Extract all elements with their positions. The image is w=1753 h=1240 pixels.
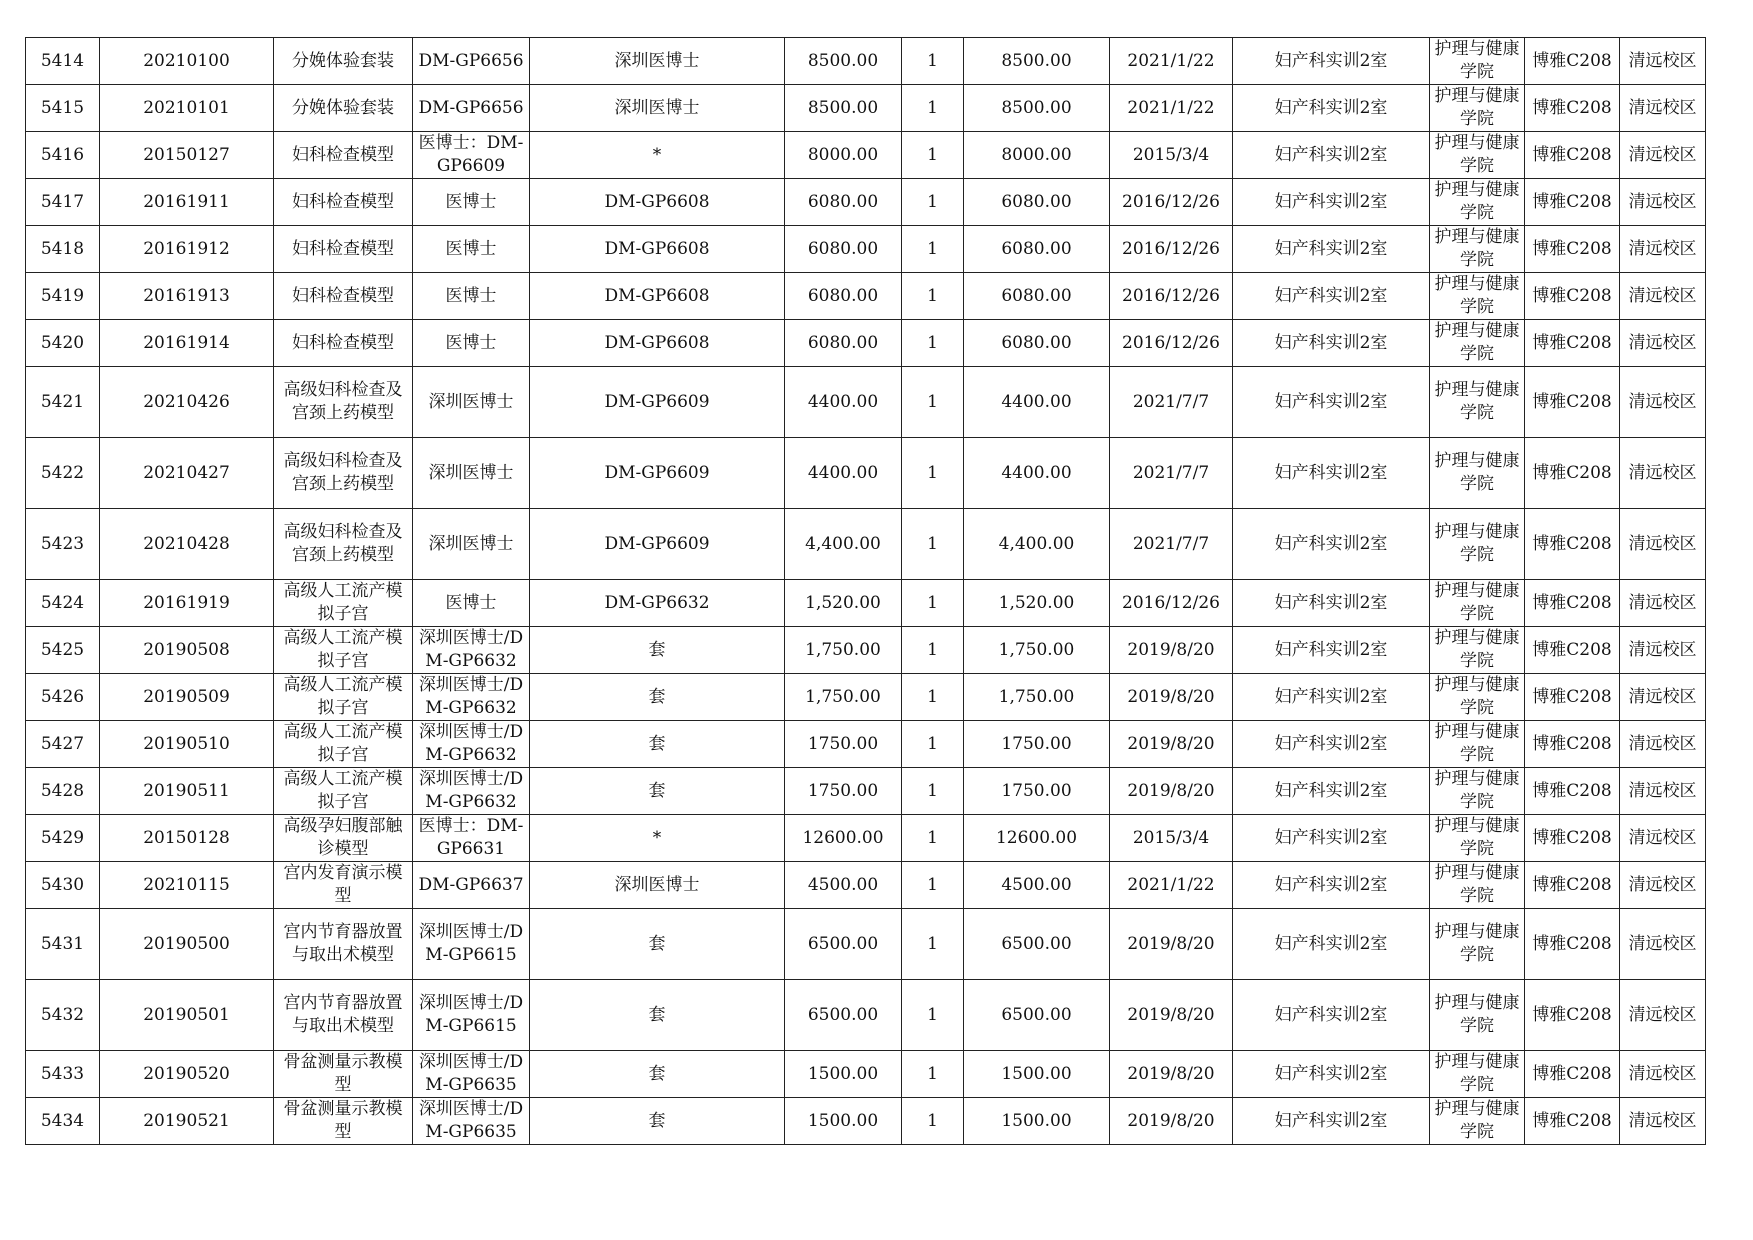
brand-model-cell: 深圳医博士/DM-GP6635 <box>413 1051 530 1098</box>
spec-cell: DM-GP6608 <box>530 226 785 273</box>
location-cell: 妇产科实训2室 <box>1233 980 1430 1051</box>
spec-cell: DM-GP6609 <box>530 367 785 438</box>
quantity-cell: 1 <box>902 909 964 980</box>
amount-cell: 6500.00 <box>964 909 1110 980</box>
quantity-cell: 1 <box>902 38 964 85</box>
location-cell: 妇产科实训2室 <box>1233 320 1430 367</box>
table-row <box>26 909 1706 980</box>
asset-number-cell: 20210428 <box>100 509 274 580</box>
table-row <box>26 273 1706 320</box>
department-cell: 护理与健康学院 <box>1430 132 1525 179</box>
amount-cell: 8500.00 <box>964 38 1110 85</box>
asset-number-cell: 20161914 <box>100 320 274 367</box>
department-cell: 护理与健康学院 <box>1430 980 1525 1051</box>
purchase-date-cell: 2021/1/22 <box>1110 38 1233 85</box>
campus-cell: 清远校区 <box>1620 909 1706 980</box>
quantity-cell: 1 <box>902 627 964 674</box>
spec-cell: 深圳医博士 <box>530 85 785 132</box>
seq-cell: 5421 <box>26 367 100 438</box>
quantity-cell: 1 <box>902 85 964 132</box>
brand-model-cell: 医博士 <box>413 226 530 273</box>
room-cell: 博雅C208 <box>1525 1098 1620 1145</box>
asset-name-cell: 高级人工流产模拟子宫 <box>274 674 413 721</box>
location-cell: 妇产科实训2室 <box>1233 1098 1430 1145</box>
table-row <box>26 38 1706 85</box>
asset-name-cell: 高级人工流产模拟子宫 <box>274 721 413 768</box>
seq-cell: 5429 <box>26 815 100 862</box>
asset-number-cell: 20190509 <box>100 674 274 721</box>
table-row <box>26 226 1706 273</box>
campus-cell: 清远校区 <box>1620 674 1706 721</box>
purchase-date-cell: 2019/8/20 <box>1110 627 1233 674</box>
purchase-date-cell: 2016/12/26 <box>1110 179 1233 226</box>
purchase-date-cell: 2016/12/26 <box>1110 273 1233 320</box>
unit-price-cell: 6500.00 <box>785 980 902 1051</box>
campus-cell: 清远校区 <box>1620 179 1706 226</box>
room-cell: 博雅C208 <box>1525 226 1620 273</box>
amount-cell: 1750.00 <box>964 721 1110 768</box>
quantity-cell: 1 <box>902 226 964 273</box>
purchase-date-cell: 2021/7/7 <box>1110 438 1233 509</box>
unit-price-cell: 1750.00 <box>785 721 902 768</box>
table-body <box>26 38 1706 1145</box>
unit-price-cell: 1,750.00 <box>785 674 902 721</box>
purchase-date-cell: 2019/8/20 <box>1110 1051 1233 1098</box>
room-cell: 博雅C208 <box>1525 627 1620 674</box>
unit-price-cell: 1750.00 <box>785 768 902 815</box>
brand-model-cell: 深圳医博士 <box>413 438 530 509</box>
department-cell: 护理与健康学院 <box>1430 862 1525 909</box>
campus-cell: 清远校区 <box>1620 627 1706 674</box>
department-cell: 护理与健康学院 <box>1430 768 1525 815</box>
room-cell: 博雅C208 <box>1525 862 1620 909</box>
amount-cell: 12600.00 <box>964 815 1110 862</box>
amount-cell: 1,750.00 <box>964 674 1110 721</box>
brand-model-cell: 医博士：DM-GP6609 <box>413 132 530 179</box>
quantity-cell: 1 <box>902 179 964 226</box>
campus-cell: 清远校区 <box>1620 226 1706 273</box>
unit-price-cell: 4400.00 <box>785 438 902 509</box>
asset-number-cell: 20190508 <box>100 627 274 674</box>
purchase-date-cell: 2015/3/4 <box>1110 815 1233 862</box>
amount-cell: 1750.00 <box>964 768 1110 815</box>
location-cell: 妇产科实训2室 <box>1233 627 1430 674</box>
brand-model-cell: 深圳医博士/DM-GP6615 <box>413 980 530 1051</box>
purchase-date-cell: 2016/12/26 <box>1110 580 1233 627</box>
brand-model-cell: 深圳医博士/DM-GP6632 <box>413 768 530 815</box>
brand-model-cell: 深圳医博士 <box>413 367 530 438</box>
seq-cell: 5424 <box>26 580 100 627</box>
quantity-cell: 1 <box>902 367 964 438</box>
room-cell: 博雅C208 <box>1525 320 1620 367</box>
room-cell: 博雅C208 <box>1525 85 1620 132</box>
asset-number-cell: 20190510 <box>100 721 274 768</box>
asset-inventory-sheet <box>25 37 1706 1145</box>
location-cell: 妇产科实训2室 <box>1233 85 1430 132</box>
location-cell: 妇产科实训2室 <box>1233 132 1430 179</box>
department-cell: 护理与健康学院 <box>1430 815 1525 862</box>
asset-number-cell: 20190520 <box>100 1051 274 1098</box>
seq-cell: 5417 <box>26 179 100 226</box>
unit-price-cell: 4500.00 <box>785 862 902 909</box>
amount-cell: 6080.00 <box>964 179 1110 226</box>
purchase-date-cell: 2016/12/26 <box>1110 320 1233 367</box>
department-cell: 护理与健康学院 <box>1430 909 1525 980</box>
brand-model-cell: 深圳医博士/DM-GP6632 <box>413 674 530 721</box>
brand-model-cell: DM-GP6656 <box>413 38 530 85</box>
campus-cell: 清远校区 <box>1620 721 1706 768</box>
amount-cell: 1500.00 <box>964 1051 1110 1098</box>
room-cell: 博雅C208 <box>1525 273 1620 320</box>
quantity-cell: 1 <box>902 509 964 580</box>
seq-cell: 5423 <box>26 509 100 580</box>
unit-price-cell: 8500.00 <box>785 85 902 132</box>
asset-name-cell: 妇科检查模型 <box>274 132 413 179</box>
purchase-date-cell: 2021/1/22 <box>1110 862 1233 909</box>
unit-price-cell: 6080.00 <box>785 226 902 273</box>
unit-price-cell: 4400.00 <box>785 367 902 438</box>
quantity-cell: 1 <box>902 980 964 1051</box>
campus-cell: 清远校区 <box>1620 273 1706 320</box>
brand-model-cell: DM-GP6637 <box>413 862 530 909</box>
brand-model-cell: DM-GP6656 <box>413 85 530 132</box>
purchase-date-cell: 2019/8/20 <box>1110 674 1233 721</box>
amount-cell: 4500.00 <box>964 862 1110 909</box>
asset-number-cell: 20161913 <box>100 273 274 320</box>
asset-name-cell: 高级人工流产模拟子宫 <box>274 768 413 815</box>
seq-cell: 5418 <box>26 226 100 273</box>
room-cell: 博雅C208 <box>1525 132 1620 179</box>
amount-cell: 4400.00 <box>964 438 1110 509</box>
campus-cell: 清远校区 <box>1620 438 1706 509</box>
seq-cell: 5415 <box>26 85 100 132</box>
location-cell: 妇产科实训2室 <box>1233 38 1430 85</box>
purchase-date-cell: 2021/1/22 <box>1110 85 1233 132</box>
asset-name-cell: 骨盆测量示教模型 <box>274 1051 413 1098</box>
brand-model-cell: 深圳医博士/DM-GP6632 <box>413 721 530 768</box>
campus-cell: 清远校区 <box>1620 768 1706 815</box>
purchase-date-cell: 2015/3/4 <box>1110 132 1233 179</box>
department-cell: 护理与健康学院 <box>1430 320 1525 367</box>
campus-cell: 清远校区 <box>1620 85 1706 132</box>
campus-cell: 清远校区 <box>1620 980 1706 1051</box>
asset-number-cell: 20190521 <box>100 1098 274 1145</box>
department-cell: 护理与健康学院 <box>1430 85 1525 132</box>
asset-name-cell: 高级人工流产模拟子宫 <box>274 580 413 627</box>
spec-cell: 套 <box>530 1098 785 1145</box>
spec-cell: DM-GP6609 <box>530 509 785 580</box>
amount-cell: 6500.00 <box>964 980 1110 1051</box>
location-cell: 妇产科实训2室 <box>1233 438 1430 509</box>
asset-number-cell: 20161911 <box>100 179 274 226</box>
campus-cell: 清远校区 <box>1620 815 1706 862</box>
seq-cell: 5434 <box>26 1098 100 1145</box>
location-cell: 妇产科实训2室 <box>1233 674 1430 721</box>
table-row <box>26 179 1706 226</box>
asset-number-cell: 20161919 <box>100 580 274 627</box>
table-row <box>26 132 1706 179</box>
room-cell: 博雅C208 <box>1525 580 1620 627</box>
department-cell: 护理与健康学院 <box>1430 367 1525 438</box>
asset-number-cell: 20161912 <box>100 226 274 273</box>
purchase-date-cell: 2019/8/20 <box>1110 721 1233 768</box>
amount-cell: 8500.00 <box>964 85 1110 132</box>
location-cell: 妇产科实训2室 <box>1233 179 1430 226</box>
quantity-cell: 1 <box>902 320 964 367</box>
department-cell: 护理与健康学院 <box>1430 627 1525 674</box>
asset-name-cell: 妇科检查模型 <box>274 320 413 367</box>
asset-name-cell: 高级人工流产模拟子宫 <box>274 627 413 674</box>
asset-number-cell: 20210101 <box>100 85 274 132</box>
purchase-date-cell: 2016/12/26 <box>1110 226 1233 273</box>
seq-cell: 5428 <box>26 768 100 815</box>
spec-cell: * <box>530 815 785 862</box>
room-cell: 博雅C208 <box>1525 815 1620 862</box>
asset-number-cell: 20150127 <box>100 132 274 179</box>
amount-cell: 1500.00 <box>964 1098 1110 1145</box>
unit-price-cell: 8500.00 <box>785 38 902 85</box>
table-row <box>26 815 1706 862</box>
asset-table <box>25 37 1706 1145</box>
unit-price-cell: 6080.00 <box>785 320 902 367</box>
location-cell: 妇产科实训2室 <box>1233 273 1430 320</box>
table-row <box>26 862 1706 909</box>
table-row <box>26 627 1706 674</box>
spec-cell: DM-GP6608 <box>530 179 785 226</box>
room-cell: 博雅C208 <box>1525 367 1620 438</box>
location-cell: 妇产科实训2室 <box>1233 768 1430 815</box>
table-row <box>26 85 1706 132</box>
asset-name-cell: 高级妇科检查及宫颈上药模型 <box>274 509 413 580</box>
asset-name-cell: 高级妇科检查及宫颈上药模型 <box>274 438 413 509</box>
location-cell: 妇产科实训2室 <box>1233 367 1430 438</box>
seq-cell: 5416 <box>26 132 100 179</box>
spec-cell: DM-GP6608 <box>530 273 785 320</box>
department-cell: 护理与健康学院 <box>1430 674 1525 721</box>
purchase-date-cell: 2019/8/20 <box>1110 1098 1233 1145</box>
brand-model-cell: 医博士 <box>413 179 530 226</box>
asset-number-cell: 20210100 <box>100 38 274 85</box>
brand-model-cell: 医博士 <box>413 320 530 367</box>
asset-number-cell: 20210115 <box>100 862 274 909</box>
brand-model-cell: 深圳医博士/DM-GP6615 <box>413 909 530 980</box>
purchase-date-cell: 2021/7/7 <box>1110 367 1233 438</box>
table-row <box>26 980 1706 1051</box>
unit-price-cell: 6500.00 <box>785 909 902 980</box>
brand-model-cell: 医博士 <box>413 580 530 627</box>
quantity-cell: 1 <box>902 862 964 909</box>
campus-cell: 清远校区 <box>1620 509 1706 580</box>
unit-price-cell: 1500.00 <box>785 1098 902 1145</box>
department-cell: 护理与健康学院 <box>1430 179 1525 226</box>
asset-number-cell: 20150128 <box>100 815 274 862</box>
table-row <box>26 580 1706 627</box>
seq-cell: 5420 <box>26 320 100 367</box>
location-cell: 妇产科实训2室 <box>1233 721 1430 768</box>
purchase-date-cell: 2019/8/20 <box>1110 768 1233 815</box>
spec-cell: 套 <box>530 627 785 674</box>
asset-number-cell: 20190511 <box>100 768 274 815</box>
table-row <box>26 320 1706 367</box>
asset-number-cell: 20190500 <box>100 909 274 980</box>
seq-cell: 5422 <box>26 438 100 509</box>
unit-price-cell: 1,750.00 <box>785 627 902 674</box>
table-row <box>26 721 1706 768</box>
campus-cell: 清远校区 <box>1620 320 1706 367</box>
asset-number-cell: 20190501 <box>100 980 274 1051</box>
brand-model-cell: 深圳医博士/DM-GP6635 <box>413 1098 530 1145</box>
spec-cell: 套 <box>530 721 785 768</box>
table-row <box>26 367 1706 438</box>
campus-cell: 清远校区 <box>1620 862 1706 909</box>
unit-price-cell: 1,520.00 <box>785 580 902 627</box>
quantity-cell: 1 <box>902 815 964 862</box>
unit-price-cell: 4,400.00 <box>785 509 902 580</box>
table-row <box>26 1051 1706 1098</box>
room-cell: 博雅C208 <box>1525 909 1620 980</box>
table-row <box>26 438 1706 509</box>
table-row <box>26 674 1706 721</box>
purchase-date-cell: 2021/7/7 <box>1110 509 1233 580</box>
location-cell: 妇产科实训2室 <box>1233 862 1430 909</box>
amount-cell: 1,520.00 <box>964 580 1110 627</box>
campus-cell: 清远校区 <box>1620 132 1706 179</box>
amount-cell: 6080.00 <box>964 273 1110 320</box>
asset-name-cell: 高级孕妇腹部触诊模型 <box>274 815 413 862</box>
seq-cell: 5426 <box>26 674 100 721</box>
brand-model-cell: 医博士 <box>413 273 530 320</box>
asset-name-cell: 妇科检查模型 <box>274 273 413 320</box>
asset-name-cell: 高级妇科检查及宫颈上药模型 <box>274 367 413 438</box>
brand-model-cell: 深圳医博士/DM-GP6632 <box>413 627 530 674</box>
room-cell: 博雅C208 <box>1525 509 1620 580</box>
spec-cell: DM-GP6609 <box>530 438 785 509</box>
seq-cell: 5431 <box>26 909 100 980</box>
asset-name-cell: 宫内节育器放置与取出术模型 <box>274 980 413 1051</box>
asset-name-cell: 妇科检查模型 <box>274 226 413 273</box>
spec-cell: 套 <box>530 674 785 721</box>
unit-price-cell: 12600.00 <box>785 815 902 862</box>
quantity-cell: 1 <box>902 1051 964 1098</box>
quantity-cell: 1 <box>902 768 964 815</box>
department-cell: 护理与健康学院 <box>1430 38 1525 85</box>
room-cell: 博雅C208 <box>1525 721 1620 768</box>
asset-name-cell: 骨盆测量示教模型 <box>274 1098 413 1145</box>
spec-cell: DM-GP6608 <box>530 320 785 367</box>
quantity-cell: 1 <box>902 1098 964 1145</box>
unit-price-cell: 6080.00 <box>785 179 902 226</box>
quantity-cell: 1 <box>902 580 964 627</box>
spec-cell: DM-GP6632 <box>530 580 785 627</box>
room-cell: 博雅C208 <box>1525 438 1620 509</box>
amount-cell: 8000.00 <box>964 132 1110 179</box>
unit-price-cell: 8000.00 <box>785 132 902 179</box>
seq-cell: 5432 <box>26 980 100 1051</box>
department-cell: 护理与健康学院 <box>1430 1051 1525 1098</box>
department-cell: 护理与健康学院 <box>1430 273 1525 320</box>
campus-cell: 清远校区 <box>1620 38 1706 85</box>
department-cell: 护理与健康学院 <box>1430 226 1525 273</box>
asset-name-cell: 妇科检查模型 <box>274 179 413 226</box>
quantity-cell: 1 <box>902 132 964 179</box>
asset-number-cell: 20210426 <box>100 367 274 438</box>
location-cell: 妇产科实训2室 <box>1233 815 1430 862</box>
location-cell: 妇产科实训2室 <box>1233 580 1430 627</box>
asset-name-cell: 宫内节育器放置与取出术模型 <box>274 909 413 980</box>
location-cell: 妇产科实训2室 <box>1233 509 1430 580</box>
department-cell: 护理与健康学院 <box>1430 1098 1525 1145</box>
spec-cell: 套 <box>530 909 785 980</box>
room-cell: 博雅C208 <box>1525 674 1620 721</box>
table-row <box>26 768 1706 815</box>
purchase-date-cell: 2019/8/20 <box>1110 909 1233 980</box>
unit-price-cell: 1500.00 <box>785 1051 902 1098</box>
seq-cell: 5433 <box>26 1051 100 1098</box>
spec-cell: 深圳医博士 <box>530 862 785 909</box>
amount-cell: 4400.00 <box>964 367 1110 438</box>
seq-cell: 5427 <box>26 721 100 768</box>
room-cell: 博雅C208 <box>1525 179 1620 226</box>
room-cell: 博雅C208 <box>1525 38 1620 85</box>
asset-name-cell: 宫内发育演示模型 <box>274 862 413 909</box>
department-cell: 护理与健康学院 <box>1430 509 1525 580</box>
seq-cell: 5425 <box>26 627 100 674</box>
campus-cell: 清远校区 <box>1620 367 1706 438</box>
location-cell: 妇产科实训2室 <box>1233 1051 1430 1098</box>
asset-name-cell: 分娩体验套装 <box>274 85 413 132</box>
quantity-cell: 1 <box>902 438 964 509</box>
seq-cell: 5419 <box>26 273 100 320</box>
brand-model-cell: 医博士：DM-GP6631 <box>413 815 530 862</box>
seq-cell: 5414 <box>26 38 100 85</box>
table-row <box>26 1098 1706 1145</box>
department-cell: 护理与健康学院 <box>1430 721 1525 768</box>
seq-cell: 5430 <box>26 862 100 909</box>
quantity-cell: 1 <box>902 674 964 721</box>
room-cell: 博雅C208 <box>1525 768 1620 815</box>
asset-number-cell: 20210427 <box>100 438 274 509</box>
asset-name-cell: 分娩体验套装 <box>274 38 413 85</box>
spec-cell: 套 <box>530 1051 785 1098</box>
spec-cell: 套 <box>530 980 785 1051</box>
quantity-cell: 1 <box>902 273 964 320</box>
campus-cell: 清远校区 <box>1620 1098 1706 1145</box>
room-cell: 博雅C208 <box>1525 1051 1620 1098</box>
amount-cell: 6080.00 <box>964 320 1110 367</box>
purchase-date-cell: 2019/8/20 <box>1110 980 1233 1051</box>
amount-cell: 6080.00 <box>964 226 1110 273</box>
campus-cell: 清远校区 <box>1620 580 1706 627</box>
spec-cell: 套 <box>530 768 785 815</box>
amount-cell: 1,750.00 <box>964 627 1110 674</box>
room-cell: 博雅C208 <box>1525 980 1620 1051</box>
quantity-cell: 1 <box>902 721 964 768</box>
spec-cell: 深圳医博士 <box>530 38 785 85</box>
location-cell: 妇产科实训2室 <box>1233 226 1430 273</box>
spec-cell: * <box>530 132 785 179</box>
brand-model-cell: 深圳医博士 <box>413 509 530 580</box>
location-cell: 妇产科实训2室 <box>1233 909 1430 980</box>
campus-cell: 清远校区 <box>1620 1051 1706 1098</box>
unit-price-cell: 6080.00 <box>785 273 902 320</box>
department-cell: 护理与健康学院 <box>1430 580 1525 627</box>
table-row <box>26 509 1706 580</box>
department-cell: 护理与健康学院 <box>1430 438 1525 509</box>
amount-cell: 4,400.00 <box>964 509 1110 580</box>
